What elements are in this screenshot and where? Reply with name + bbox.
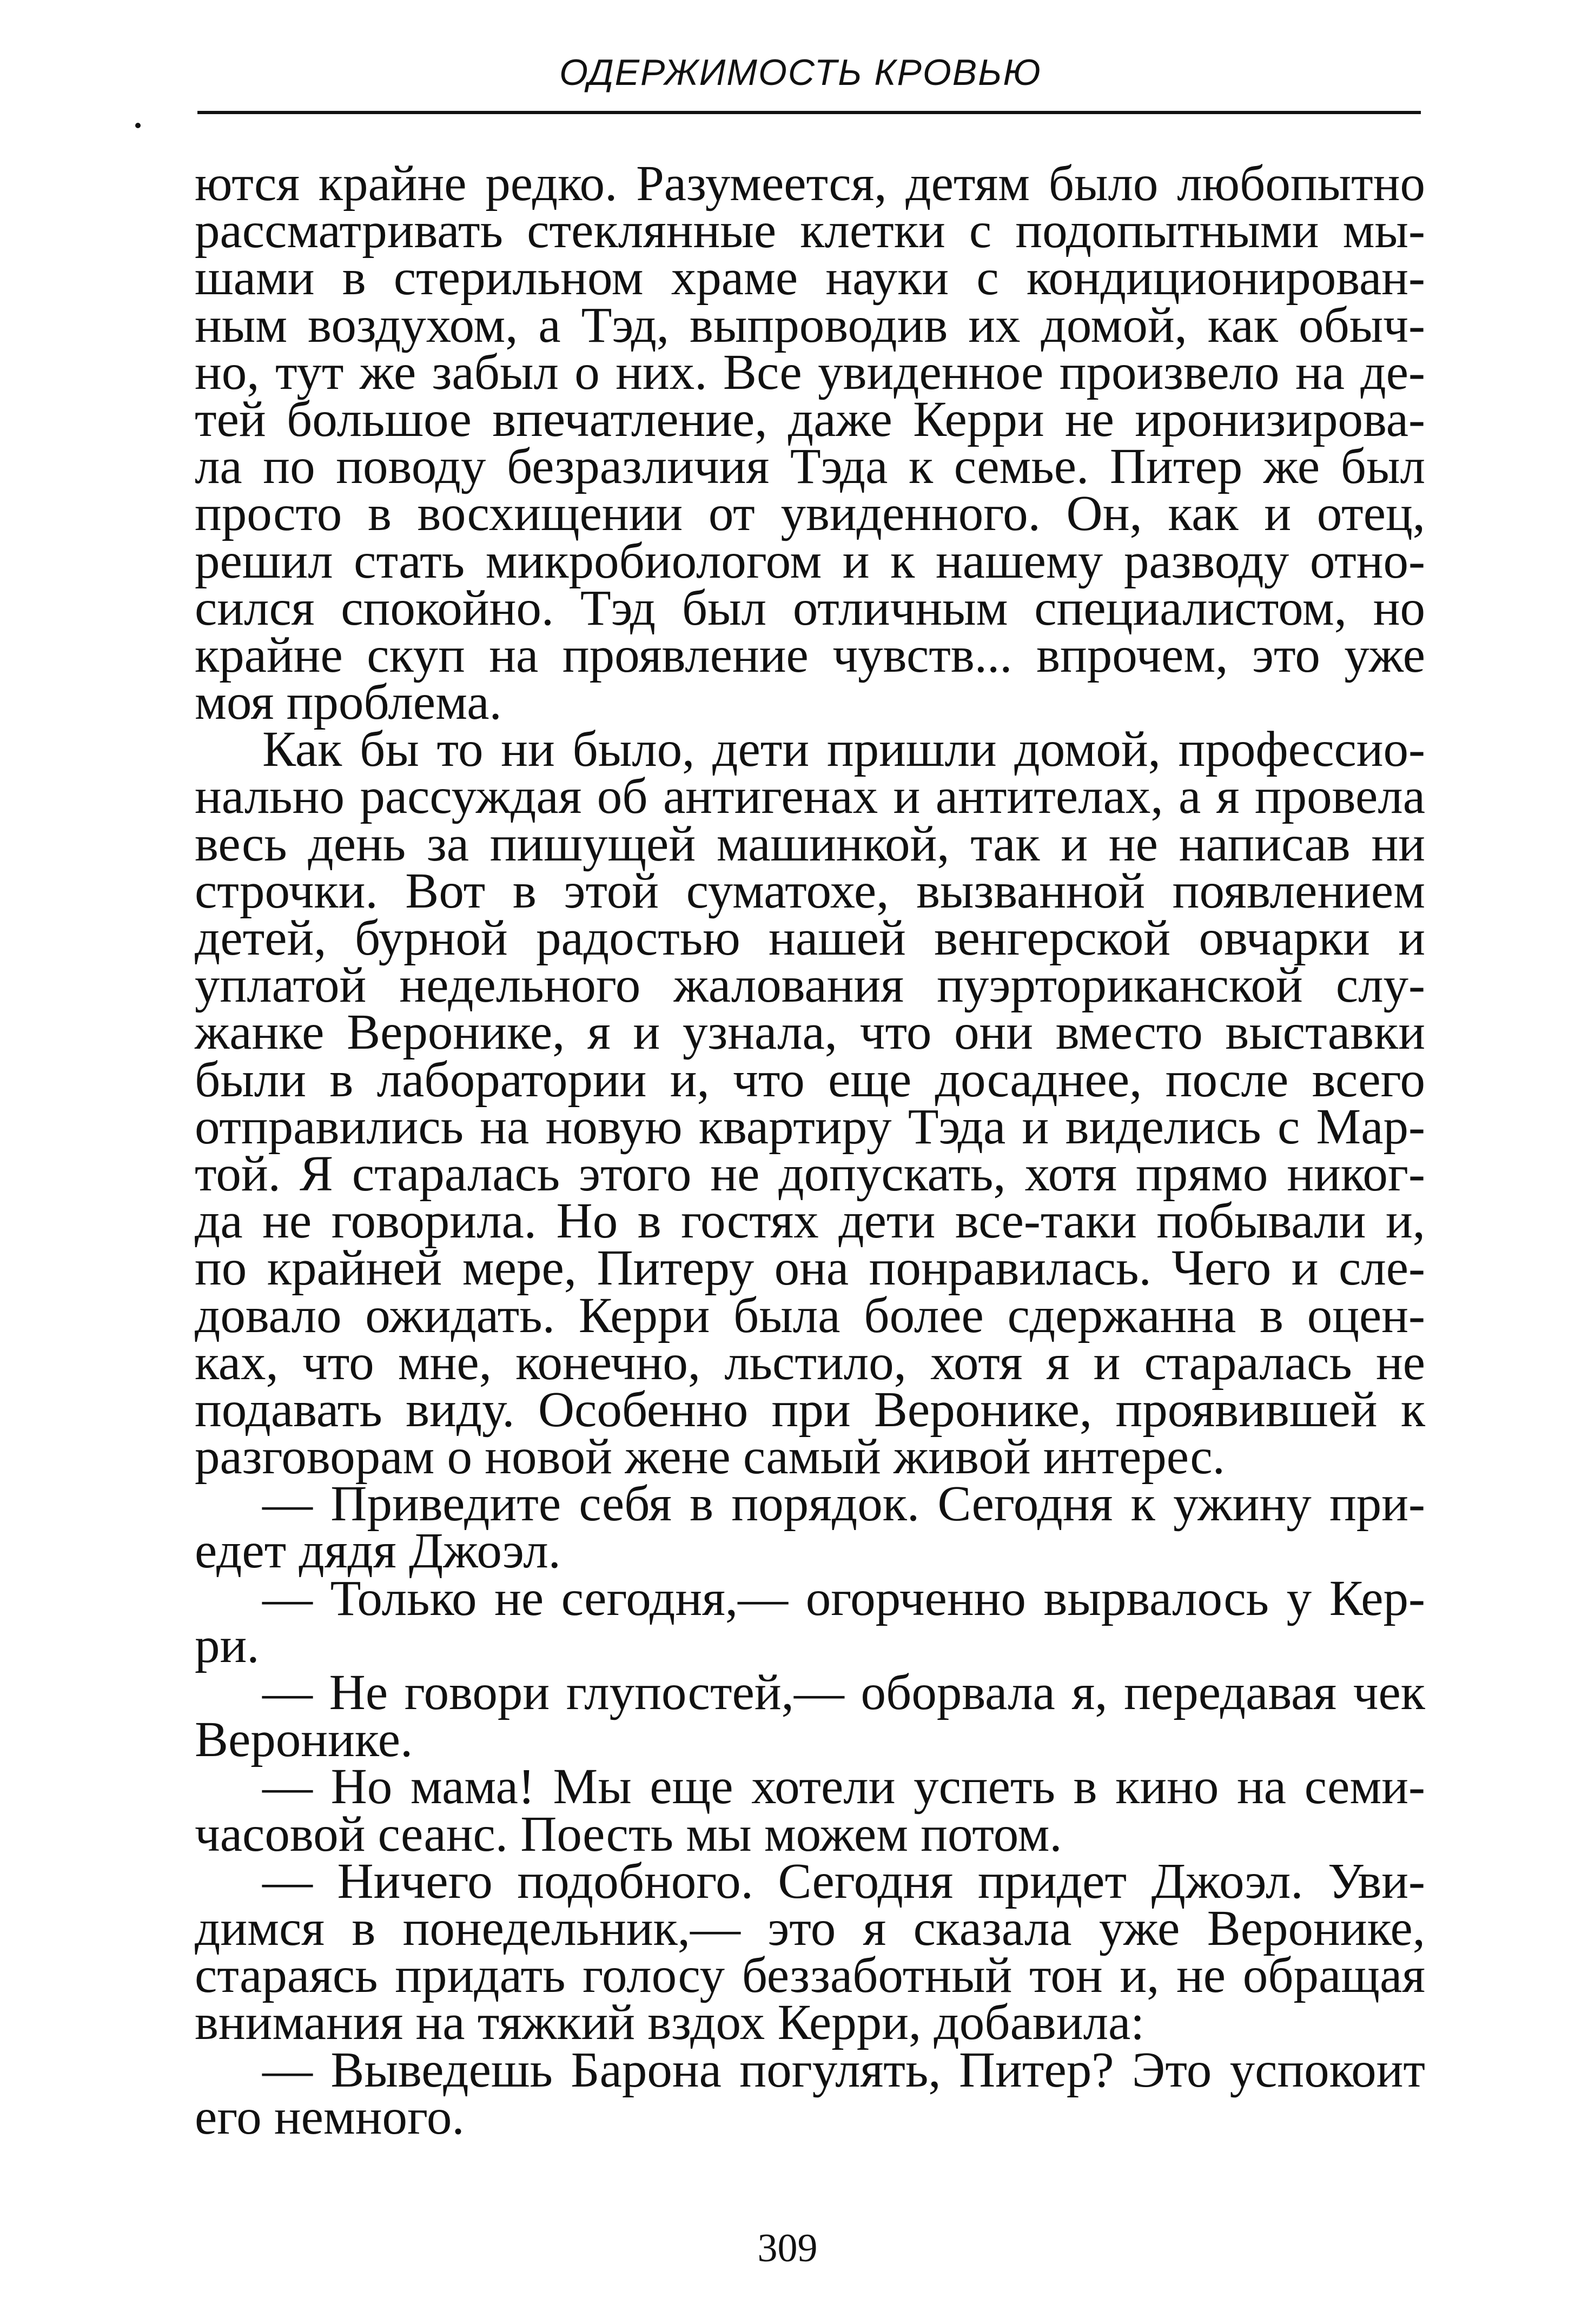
text-line: его немного.: [195, 2089, 465, 2145]
text-line: едет дядя Джоэл.: [195, 1523, 561, 1579]
text-line: — Приведите себя в порядок. Сегодня к ужину при-: [262, 1476, 1425, 1532]
text-line: жанке Веронике, я и узнала, что они вместо выставки: [195, 1004, 1425, 1061]
text-line: ным воздухом, а Тэд, выпроводив их домой, как обыч-: [195, 297, 1425, 353]
text-line: шами в стерильном храме науки с кондиционирован-: [195, 250, 1425, 306]
text-line: просто в восхищении от увиденного. Он, как и отец,: [195, 486, 1425, 542]
text-line: крайне скуп на проявление чувств... впрочем, это уже: [195, 627, 1425, 683]
text-line: разговорам о новой жене самый живой интерес.: [195, 1429, 1225, 1485]
text-line: Веронике.: [195, 1712, 413, 1768]
page-number: 309: [757, 2226, 818, 2270]
text-line: — Только не сегодня,— огорченно вырвалось у Кер-: [262, 1570, 1425, 1626]
text-line: ются крайне редко. Разумеется, детям было любопытно: [195, 156, 1425, 211]
text-line: внимания на тяжкий вздох Керри, добавила:: [195, 1995, 1145, 2051]
running-head: ОДЕРЖИМОСТЬ КРОВЬЮ: [559, 52, 1042, 93]
header-rule: [197, 111, 1421, 114]
text-line: стараясь придать голосу беззаботный тон и, не обращая: [195, 1948, 1425, 2004]
text-line: подавать виду. Особенно при Веронике, проявившей к: [195, 1381, 1425, 1438]
text-line: решил стать микробиологом и к нашему разводу отно-: [195, 533, 1425, 589]
body-text: [195, 156, 1425, 2145]
text-line: рассматривать стеклянные клетки с подопытными мы-: [195, 203, 1425, 259]
text-line: уплатой недельного жалования пуэрториканской слу-: [195, 957, 1425, 1014]
text-line: той. Я старалась этого не допускать, хотя прямо никог-: [195, 1146, 1425, 1202]
text-line: — Но мама! Мы еще хотели успеть в кино на семи-: [262, 1759, 1425, 1815]
text-line: — Не говори глупостей,— оборвала я, передавая чек: [262, 1665, 1425, 1720]
text-line: по крайней мере, Питеру она понравилась. Чего и сле-: [195, 1240, 1425, 1296]
text-line: — Ничего подобного. Сегодня придет Джоэл. Уви-: [262, 1853, 1425, 1909]
text-line: — Выведешь Барона погулять, Питер? Это успокоит: [262, 2042, 1425, 2098]
text-line: сился спокойно. Тэд был отличным специалистом, но: [195, 580, 1425, 636]
print-speck: [135, 123, 141, 128]
text-line: отправились на новую квартиру Тэда и виделись с Мар-: [195, 1098, 1425, 1155]
text-line: весь день за пишущей машинкой, так и не написав ни: [195, 816, 1425, 872]
text-line: нально рассуждая об антигенах и антителах, а я провела: [195, 769, 1425, 825]
text-line: ках, что мне, конечно, льстило, хотя я и старалась не: [195, 1334, 1425, 1391]
text-line: ри.: [195, 1617, 260, 1673]
text-line: довало ожидать. Керри была более сдержанна в оцен-: [195, 1287, 1425, 1343]
text-line: да не говорила. Но в гостях дети все-таки побывали и,: [195, 1193, 1425, 1249]
text-line: но, тут же забыл о них. Все увиденное произвело на де-: [195, 344, 1425, 400]
text-line: часовой сеанс. Поесть мы можем потом.: [195, 1806, 1062, 1862]
text-line: Как бы то ни было, дети пришли домой, профессио-: [262, 721, 1425, 778]
text-line: детей, бурной радостью нашей венгерской овчарки и: [195, 910, 1425, 966]
text-line: были в лаборатории и, что еще досаднее, после всего: [195, 1051, 1425, 1108]
text-line: строчки. Вот в этой суматохе, вызванной появлением: [195, 863, 1425, 919]
text-line: тей большое впечатление, даже Керри не иронизирова-: [195, 391, 1425, 447]
text-line: ла по поводу безразличия Тэда к семье. Питер же был: [195, 439, 1425, 495]
text-line: моя проблема.: [195, 674, 502, 731]
text-line: димся в понедельник,— это я сказала уже Веронике,: [195, 1900, 1425, 1956]
